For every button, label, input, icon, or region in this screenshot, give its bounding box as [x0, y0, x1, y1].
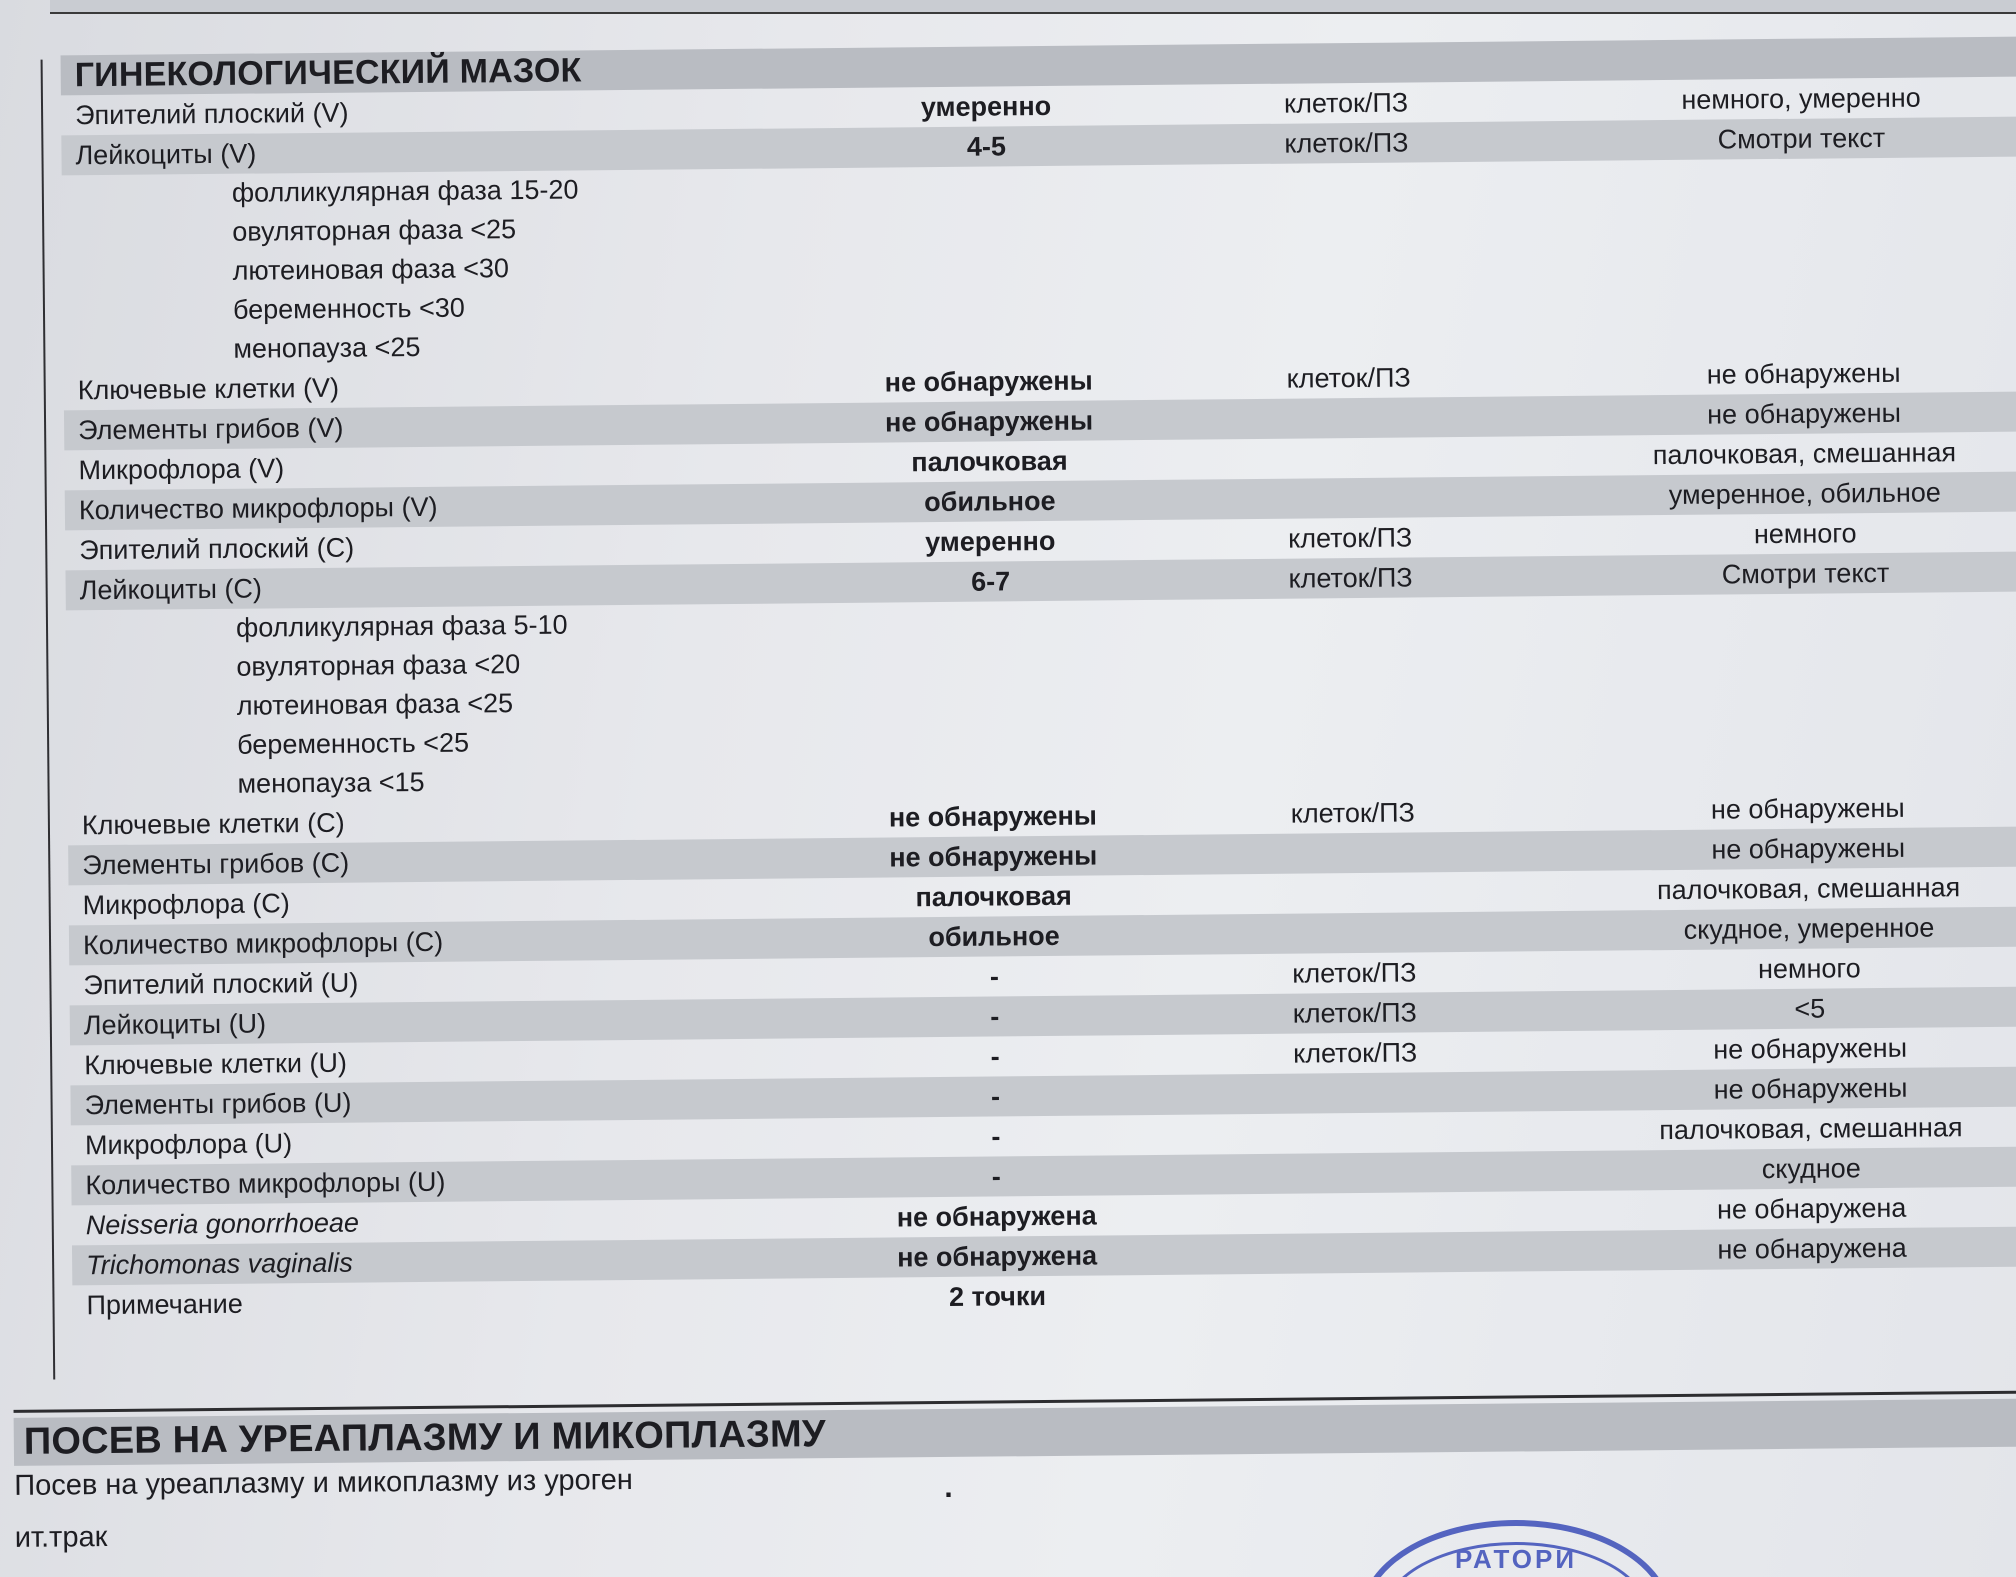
phase-norm-text: лютеиновая фаза <30 — [232, 253, 510, 286]
test-value: палочковая — [911, 445, 1068, 478]
test-name: Эпителий плоский (U) — [83, 967, 359, 1001]
phase-norm-text: овуляторная фаза <25 — [232, 214, 517, 247]
test-name: Элементы грибов (V) — [77, 412, 344, 446]
test-reference: Смотри текст — [1717, 122, 1886, 155]
test-name: Количество микрофлоры (C) — [82, 926, 444, 961]
test-name: Микрофлора (V) — [78, 453, 285, 486]
test-name: Ключевые клетки (U) — [84, 1047, 348, 1081]
test-unit: клеток/ПЗ — [1288, 522, 1413, 554]
test-name: Количество микрофлоры (U) — [85, 1166, 446, 1201]
test-reference: не обнаружены — [1706, 357, 1901, 390]
test-reference: палочковая, смешанная — [1656, 872, 1961, 906]
culture-value-mark: . — [944, 1470, 953, 1505]
test-value: - — [990, 1041, 1000, 1072]
test-value: - — [991, 1161, 1001, 1192]
test-reference: палочковая, смешанная — [1652, 437, 1957, 471]
test-reference: не обнаружены — [1707, 397, 1902, 430]
test-reference: не обнаружены — [1713, 1032, 1908, 1065]
phase-norm-text: беременность <30 — [232, 292, 465, 325]
test-value: не обнаружены — [884, 365, 1093, 398]
test-name: Количество микрофлоры (V) — [78, 491, 438, 526]
test-value: 6-7 — [970, 566, 1011, 597]
test-name: Ключевые клетки (C) — [81, 807, 345, 841]
test-value: - — [990, 1081, 1001, 1112]
culture-test-name: Посев на уреаплазму и микоплазму из уроген — [14, 1463, 633, 1502]
phase-norm-text: лютеиновая фаза <25 — [236, 688, 514, 721]
culture-test-name-cont: ит.трак — [14, 1521, 108, 1554]
test-reference: не обнаружены — [1710, 792, 1905, 825]
test-value: умеренно — [920, 90, 1052, 123]
phase-norm-text: фолликулярная фаза 15-20 — [231, 174, 579, 208]
test-value: не обнаружены — [889, 840, 1098, 873]
phase-norm-text: менопауза <15 — [237, 766, 425, 799]
test-value: обильное — [924, 485, 1056, 518]
test-unit: клеток/ПЗ — [1288, 562, 1413, 594]
test-name: Лейкоциты (U) — [83, 1008, 267, 1041]
test-reference: палочковая, смешанная — [1659, 1112, 1963, 1146]
phase-norm-text: менопауза <25 — [233, 331, 421, 364]
test-value: не обнаружены — [884, 405, 1094, 438]
test-value: не обнаружена — [896, 1240, 1098, 1273]
test-name: Лейкоциты (V) — [75, 138, 257, 171]
test-reference: немного — [1753, 518, 1857, 550]
test-value: - — [990, 1001, 1000, 1032]
test-unit: клеток/ПЗ — [1284, 127, 1409, 159]
test-reference: не обнаружены — [1713, 1072, 1908, 1105]
section-title-culture: ПОСЕВ НА УРЕАПЛАЗМУ И МИКОПЛАЗМУ — [14, 1399, 2016, 1466]
test-unit: клеток/ПЗ — [1283, 87, 1409, 119]
test-reference: не обнаружены — [1711, 832, 1906, 865]
test-value: не обнаружена — [896, 1200, 1097, 1233]
test-name — [86, 1203, 360, 1246]
phase-norm-text: фолликулярная фаза 5-10 — [235, 609, 568, 643]
test-reference: <5 — [1794, 993, 1826, 1024]
test-value: 4-5 — [966, 131, 1007, 162]
phase-norm-text: овуляторная фаза <20 — [236, 649, 521, 682]
test-name — [86, 1243, 353, 1286]
phase-norm-text: беременность <25 — [237, 727, 470, 760]
test-name: Элементы грибов (U) — [84, 1087, 352, 1121]
test-name: Эпителий плоский (C) — [79, 532, 355, 566]
test-unit: клеток/ПЗ — [1286, 362, 1411, 394]
test-value: - — [991, 1121, 1001, 1152]
test-value: - — [989, 961, 1000, 992]
test-reference: немного, умеренно — [1681, 82, 1921, 115]
results-table — [61, 77, 2016, 1326]
test-value: умеренно — [924, 525, 1056, 558]
test-name: Микрофлора (C) — [82, 888, 290, 921]
test-value: не обнаружены — [888, 800, 1098, 833]
test-reference: умеренное, обильное — [1668, 477, 1941, 511]
test-name: Ключевые клетки (V) — [77, 372, 340, 406]
test-name: Эпителий плоский (V) — [74, 97, 349, 131]
note-value: 2 точки — [948, 1281, 1047, 1312]
test-unit: клеток/ПЗ — [1292, 957, 1417, 989]
test-reference: Смотри текст — [1721, 557, 1890, 590]
test-unit: клеток/ПЗ — [1290, 797, 1416, 829]
test-reference: скудное — [1761, 1153, 1861, 1185]
stamp-text: РАТОРИ — [1454, 1544, 1578, 1574]
test-reference: не обнаружена — [1717, 1232, 1907, 1265]
test-name: Элементы грибов (C) — [82, 847, 350, 881]
test-value: палочковая — [915, 880, 1072, 913]
test-reference: не обнаружена — [1716, 1192, 1907, 1225]
test-value: обильное — [928, 920, 1060, 953]
species-name: Neisseria gonorrhoeae — [85, 1207, 360, 1241]
test-reference: немного — [1757, 953, 1861, 985]
note-label: Примечание — [86, 1288, 243, 1321]
test-reference: скудное, умеренное — [1683, 912, 1935, 945]
left-frame-line — [41, 60, 56, 1380]
test-name: Лейкоциты (C) — [79, 573, 263, 606]
test-name: Микрофлора (U) — [84, 1128, 293, 1161]
section-title-gyn-smear: ГИНЕКОЛОГИЧЕСКИЙ МАЗОК — [61, 37, 2016, 96]
test-unit: клеток/ПЗ — [1292, 1037, 1418, 1069]
species-name: Trichomonas vaginalis — [86, 1247, 353, 1281]
test-unit: клеток/ПЗ — [1292, 997, 1417, 1029]
